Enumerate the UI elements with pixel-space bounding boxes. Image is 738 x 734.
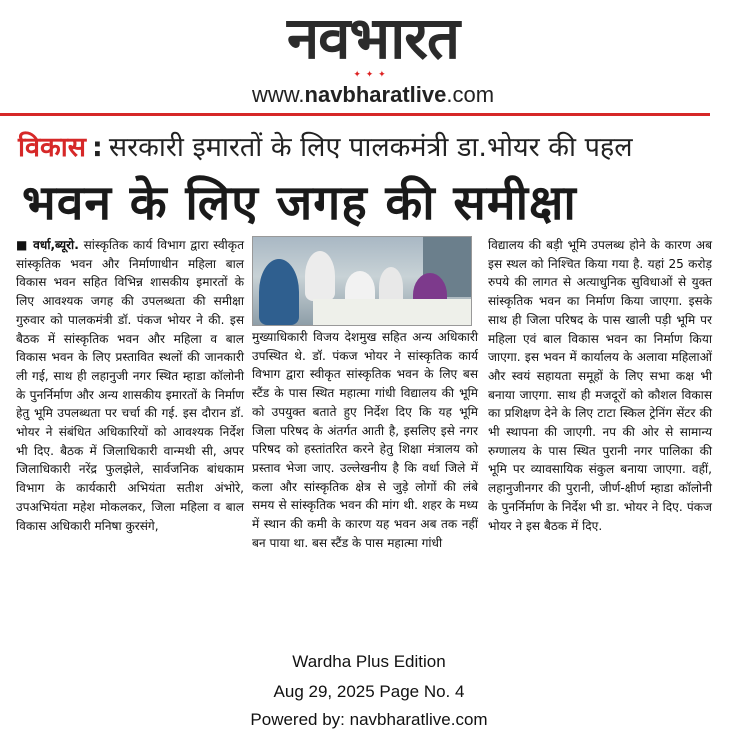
edition-date-page: Aug 29, 2025 Page No. 4 <box>273 682 465 701</box>
article-headline: भवन के लिए जगह की समीक्षा <box>22 175 577 231</box>
article-dateline: वर्धा,ब्यूरो. <box>33 238 79 252</box>
powered-by: Powered by: navbharatlive.com <box>250 710 488 729</box>
article-kicker-line <box>18 130 718 166</box>
newspaper-logo: नवभारत <box>286 4 460 72</box>
kicker-separator: : <box>92 132 103 163</box>
article-subheadline: सरकारी इमारतों के लिए पालकमंत्री डा.भोयर की पहल <box>108 132 633 163</box>
logo-ornament: ✦ ✦ ✦ <box>353 70 387 80</box>
column-1-text: सांस्कृतिक कार्य विभाग द्वारा स्वीकृत सांस्कृतिक भवन और निर्माणाधीन महिला बाल विकास भवन सहित विभिन्न शासकीय इमारतों के लिए आवश्यक जगह की उपलब्धता की समीक्षा गुरुवार को पालकमंत्री डॉ. पंकज भोयर ने की. इस बैठक में सांस्कृतिक भवन और महिला व बाल विकास भवन के लिए प्रस्तावित स्थलों की जानकारी ली गई, साथ ही लहानुजी नगर स्थित म्हाडा कॉलोनी के पुनर्निर्माण और अन्य शासकीय इमारतों के निर्माण हेतु भूमि उपलब्धता पर चर्चा की गई. इस दौरान डॉ. भोयर ने संबंधित अधिकारियों को आवश्यक निर्देश भी दिए. बैठक में जिलाधिकारी वान्मथी सी, अपर जिलाधिकारी नरेंद्र फुलझेले, सार्वजनिक बांधकाम विभाग के कार्यकारी अभियंता सतीश अंभोरे, उपअभियंता महेश मोकलकर, जिला महिला व बाल विकास अधिकारी मनिषा कुरसंगे, <box>16 238 244 533</box>
article-column-3: विद्यालय की बड़ी भूमि उपलब्ध होने के कारण अब इस स्थल को निश्चित किया गया है. यहां 25 करोड़ रुपये की लागत से अत्याधुनिक सुविधाओं से युक्त सांस्कृतिक भवन का निर्माण किया जाएगा. इसके साथ ही जिला परिषद के पास खाली पड़ी भूमि पर महिला एवं बाल विकास भवन का निर्माण किया जाएगा. इस भवन में कार्यालय के अलावा महिलाओं और स्वयं सहायता समूहों के लिए सभा कक्ष भी बनाया जाएगा. साथ ही मजदूरों को कौशल विकास का प्रशिक्षण देने के लिए टाटा स्किल ट्रेनिंग सेंटर की भी स्थापना की जाएगी. नप की ओर से सामान्य रुग्णालय के पास स्थित पुरानी नगर पालिका की भूमि पर व्यावसायिक संकुल बनाया जाएगा. वहीं, लहानुजीनगर की पुरानी, जीर्ण-क्षीर्ण म्हाडा कॉलोनी के पुनर्निर्माण के निर्देश भी डा. भोयर ने दिए. पंकज भोयर ने इस बैठक में दिए. <box>488 238 712 533</box>
edition-name: Wardha Plus Edition <box>292 652 446 671</box>
masthead-divider <box>0 113 710 116</box>
meeting-photo <box>252 236 472 326</box>
article-column-2: मुख्याधिकारी विजय देशमुख सहित अन्य अधिकारी उपस्थित थे. डॉ. पंकज भोयर ने सांस्कृतिक कार्य विभाग द्वारा स्वीकृत सांस्कृतिक भवन के लिए बस स्टैंड के पास स्थित महात्मा गांधी विद्यालय की भूमि को उपयुक्त बताते हुए निर्देश दिए कि यह भूमि जिला परिषद के अंतर्गत आती है, इसलिए इसे नगर परिषद को हस्तांतरित करने हेतु शिक्षा मंत्रालय को प्रस्ताव भेजा जाए. उल्लेखनीय है कि वर्धा जिले में कला और सांस्कृतिक क्षेत्र से जुड़े लोगों की लंबे समय से सांस्कृतिक भवन की मांग थी. शहर के मध्य में स्थान की कमी के कारण यह भवन अब तक नहीं बन पाया था. बस स्टैंड के पास महात्मा गांधी <box>252 330 478 550</box>
masthead <box>0 0 738 118</box>
article-column-1 <box>16 236 244 636</box>
masthead-url: www.navbharatlive.com <box>251 82 495 107</box>
article-kicker: विकास <box>18 132 86 163</box>
square-bullet-icon: ■ <box>16 238 34 252</box>
